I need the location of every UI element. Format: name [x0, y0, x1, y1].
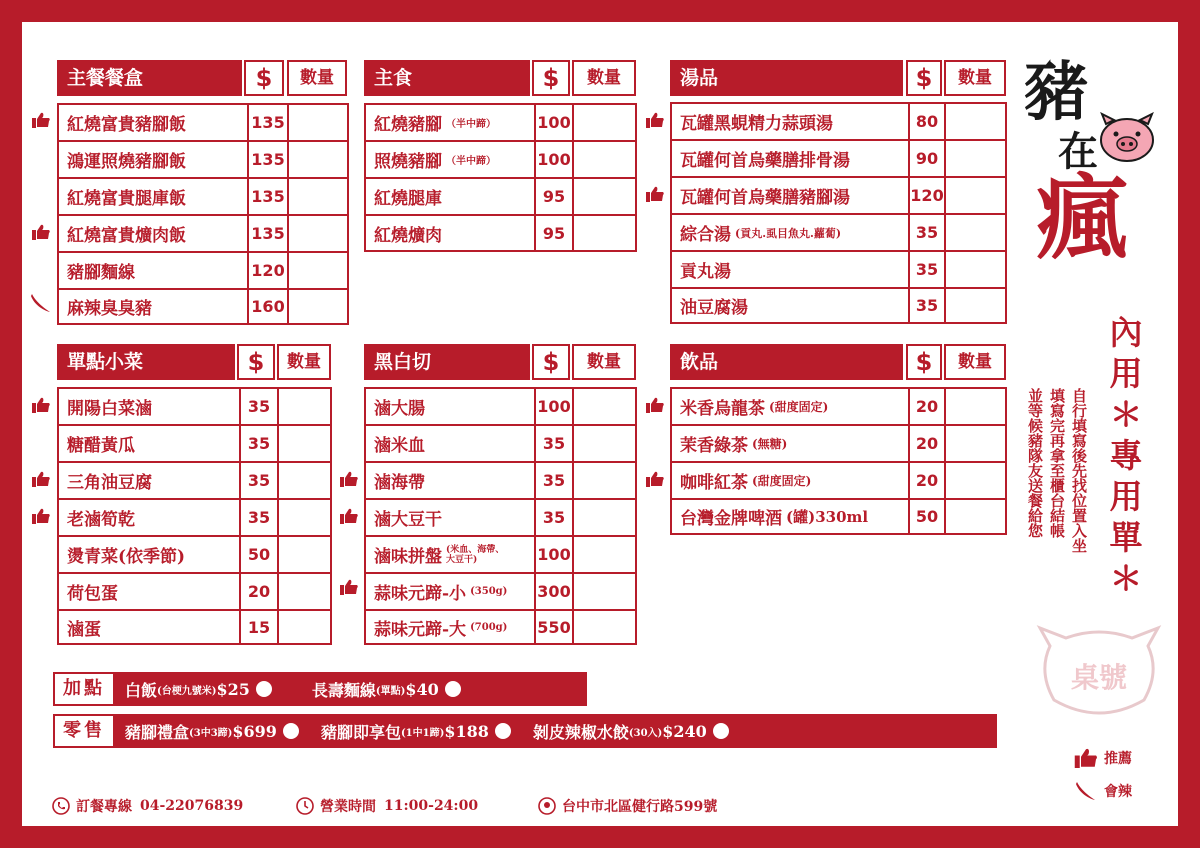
menu-row [672, 252, 1005, 289]
menu-row [366, 463, 635, 500]
quantity-input[interactable] [572, 611, 635, 643]
item-price: 35 [239, 500, 277, 535]
clock-icon [296, 797, 314, 815]
quantity-input[interactable] [287, 216, 347, 251]
menu-row [59, 142, 347, 179]
item-price: 95 [534, 179, 572, 214]
item-name: 咖啡紅茶 (甜度固定) [680, 473, 812, 493]
price-header: $ [906, 344, 942, 380]
item-name: 瓦罐黑蜆精力蒜頭湯 [680, 114, 833, 134]
brand-char-3: 瘋 [1036, 164, 1129, 272]
item-name: 照燒豬腳 （半中蹄） [374, 152, 496, 172]
thumbs-up-icon [1074, 748, 1098, 768]
section-title: 飲品 [670, 344, 903, 380]
item-price: 300 [534, 574, 572, 609]
menu-row [59, 611, 330, 643]
item-name: 紅燒爌肉 [374, 225, 442, 246]
item-name: 瓦罐何首烏藥膳豬腳湯 [680, 188, 850, 208]
quantity-input[interactable] [287, 179, 347, 214]
section-title: 主食 [364, 60, 530, 96]
menu-row [672, 141, 1005, 178]
menu-row [366, 216, 635, 250]
item-price: 35 [534, 426, 572, 461]
quantity-input[interactable] [572, 389, 635, 424]
checkbox-circle[interactable] [495, 723, 511, 739]
menu-row [366, 500, 635, 537]
thumbs-up-icon [646, 397, 664, 413]
price-header: $ [237, 344, 275, 380]
item-price: 120 [247, 253, 287, 288]
pig-mascot-icon [1096, 112, 1158, 164]
thumbs-up-icon [32, 508, 50, 524]
quantity-input[interactable] [572, 105, 635, 140]
menu-row [366, 611, 635, 643]
quantity-input[interactable] [944, 178, 1005, 213]
menu-row [366, 105, 635, 142]
item-price: 80 [908, 104, 944, 139]
brand-logo [1018, 55, 1168, 278]
quantity-input[interactable] [277, 611, 330, 643]
item-name: 貢丸湯 [680, 262, 731, 282]
item-price: 35 [908, 252, 944, 287]
quantity-input[interactable] [944, 389, 1005, 424]
item-name: 油豆腐湯 [680, 298, 748, 318]
item-name: 滷蛋 [67, 619, 101, 640]
brand-char-2: 在 [1058, 128, 1098, 175]
item-name: 滷米血 [374, 436, 425, 456]
item-name: 紅燒富貴爌肉飯 [67, 226, 186, 246]
quantity-input[interactable] [944, 104, 1005, 139]
chili-icon [1074, 780, 1098, 802]
item-price: 160 [247, 290, 287, 323]
instruction-line: 填寫完再拿至櫃台結帳 [1048, 388, 1066, 538]
quantity-input[interactable] [572, 537, 635, 572]
price-header: $ [244, 60, 284, 96]
quantity-input[interactable] [277, 574, 330, 609]
section-title: 單點小菜 [57, 344, 235, 380]
quantity-input[interactable] [944, 215, 1005, 250]
item-name: 老滷筍乾 [67, 510, 135, 530]
thumbs-up-icon [340, 508, 358, 524]
quantity-header: 數量 [572, 60, 636, 96]
item-name: 紅燒豬腳 （半中蹄） [374, 115, 496, 135]
addon-label: 加點 [55, 674, 113, 704]
quantity-input[interactable] [572, 179, 635, 214]
quantity-input[interactable] [944, 500, 1005, 533]
item-price: 35 [239, 389, 277, 424]
thumbs-up-icon [32, 112, 50, 128]
item-name: 紅燒富貴腿庫飯 [67, 189, 186, 209]
price-header: $ [906, 60, 942, 96]
thumbs-up-icon [646, 112, 664, 128]
item-price: 100 [534, 389, 572, 424]
item-price: 50 [908, 500, 944, 533]
section-title: 湯品 [670, 60, 903, 96]
thumbs-up-icon [32, 471, 50, 487]
quantity-input[interactable] [572, 463, 635, 498]
quantity-header: 數量 [287, 60, 347, 96]
quantity-input[interactable] [944, 289, 1005, 322]
quantity-header: 數量 [572, 344, 636, 380]
item-name: 紅燒腿庫 [374, 189, 442, 209]
retail-item[interactable]: 豬腳即享包 (1中1蹄) $188 [321, 720, 511, 743]
footer-address [538, 796, 717, 816]
item-price: 35 [239, 463, 277, 498]
item-name: 茉香綠茶 (無糖) [680, 436, 788, 456]
hours-label: 營業時間 [320, 799, 376, 815]
menu-row [672, 389, 1005, 426]
item-name: 滷味拼盤 (米血、海帶、大豆干) [374, 544, 505, 567]
menu-row [59, 537, 330, 574]
item-name: 蒜味元蹄-大 (700g) [374, 619, 508, 640]
menu-row [672, 289, 1005, 322]
thumbs-up-icon [646, 186, 664, 202]
item-name: 開陽白菜滷 [67, 399, 152, 419]
quantity-header: 數量 [944, 60, 1006, 96]
item-name: 綜合湯 (貢丸.虱目魚丸.蘿蔔) [680, 225, 842, 245]
checkbox-circle[interactable] [713, 723, 729, 739]
instructions [1024, 388, 1090, 588]
hours-value: 11:00-24:00 [384, 798, 479, 814]
retail-item[interactable]: 豬腳禮盒 (3中3蹄) $699 [125, 720, 299, 743]
item-name: 瓦罐何首烏藥膳排骨湯 [680, 151, 850, 171]
footer-phone [52, 796, 243, 816]
instruction-line: 自行填寫後先找位置入坐 [1070, 388, 1088, 553]
quantity-input[interactable] [287, 142, 347, 177]
quantity-input[interactable] [277, 537, 330, 572]
item-price: 100 [534, 142, 572, 177]
item-price: 35 [908, 215, 944, 250]
table-number-box[interactable] [1036, 622, 1162, 722]
item-name: 燙青菜(依季節) [67, 547, 186, 567]
item-name: 台灣金牌啤酒 (罐)330ml [680, 508, 869, 529]
menu-row [672, 215, 1005, 252]
item-price: 35 [908, 289, 944, 322]
section-title: 黑白切 [364, 344, 530, 380]
legend-recommend-label: 推薦 [1104, 751, 1132, 767]
table-number-label: 桌號 [1070, 661, 1127, 694]
quantity-header: 數量 [277, 344, 331, 380]
item-price: 90 [908, 141, 944, 176]
item-name: 滷海帶 [374, 473, 425, 493]
item-price: 100 [534, 105, 572, 140]
menu-row [59, 290, 347, 323]
quantity-input[interactable] [287, 253, 347, 288]
item-price: 20 [239, 574, 277, 609]
legend-spicy [1074, 780, 1132, 802]
checkbox-circle[interactable] [256, 681, 272, 697]
quantity-input[interactable] [572, 426, 635, 461]
quantity-input[interactable] [277, 426, 330, 461]
quantity-input[interactable] [277, 463, 330, 498]
quantity-input[interactable] [287, 105, 347, 140]
item-price: 135 [247, 105, 287, 140]
price-header: $ [532, 344, 570, 380]
thumbs-up-icon [32, 397, 50, 413]
checkbox-circle[interactable] [283, 723, 299, 739]
menu-row [366, 142, 635, 179]
item-price: 35 [534, 463, 572, 498]
quantity-input[interactable] [287, 290, 347, 323]
menu-row [672, 500, 1005, 533]
thumbs-up-icon [340, 579, 358, 595]
item-name: 豬腳麵線 [67, 263, 135, 283]
retail-bar [53, 714, 997, 748]
item-name: 糖醋黃瓜 [67, 436, 135, 456]
addon-bar [53, 672, 587, 706]
menu-row [672, 426, 1005, 463]
menu-row [366, 537, 635, 574]
item-price: 135 [247, 216, 287, 251]
price-header: $ [532, 60, 570, 96]
addon-item[interactable]: 白飯 (台梗九號米) $25 [125, 678, 272, 701]
footer-hours [296, 796, 478, 816]
menu-row [59, 216, 347, 253]
item-name: 三角油豆腐 [67, 473, 152, 493]
item-price: 135 [247, 142, 287, 177]
item-price: 20 [908, 463, 944, 498]
menu-row [366, 389, 635, 426]
menu-row [672, 463, 1005, 500]
item-price: 100 [534, 537, 572, 572]
item-name: 蒜味元蹄-小 (350g) [374, 584, 508, 604]
item-price: 35 [534, 500, 572, 535]
item-price: 50 [239, 537, 277, 572]
address-value: 台中市北區健行路599號 [562, 799, 718, 815]
thumbs-up-icon [32, 224, 50, 240]
legend-recommend [1074, 748, 1132, 768]
item-name: 荷包蛋 [67, 584, 118, 604]
menu-row [672, 178, 1005, 215]
thumbs-up-icon [646, 471, 664, 487]
item-name: 滷大腸 [374, 399, 425, 419]
dine-in-title: 內用＊專用單＊ [1109, 313, 1143, 598]
quantity-input[interactable] [572, 574, 635, 609]
menu-row [59, 389, 330, 426]
location-pin-icon [538, 797, 556, 815]
retail-item[interactable]: 剝皮辣椒水餃 (30入) $240 [533, 720, 729, 743]
quantity-input[interactable] [572, 500, 635, 535]
item-name: 滷大豆干 [374, 510, 442, 530]
item-price: 20 [908, 389, 944, 424]
legend-spicy-label: 會辣 [1104, 784, 1132, 800]
phone-icon [52, 797, 70, 815]
phone-label: 訂餐專線 [76, 799, 132, 815]
item-price: 120 [908, 178, 944, 213]
instruction-line: 並等候豬隊友送餐給您 [1026, 388, 1044, 538]
menu-row [366, 574, 635, 611]
item-price: 35 [239, 426, 277, 461]
item-price: 95 [534, 216, 572, 250]
quantity-input[interactable] [572, 142, 635, 177]
quantity-input[interactable] [277, 389, 330, 424]
quantity-header: 數量 [944, 344, 1006, 380]
retail-label: 零售 [55, 716, 113, 746]
addon-item[interactable]: 長壽麵線 (單點) $40 [312, 678, 461, 701]
checkbox-circle[interactable] [445, 681, 461, 697]
menu-row [366, 426, 635, 463]
item-price: 20 [908, 426, 944, 461]
menu-row [59, 500, 330, 537]
quantity-input[interactable] [944, 463, 1005, 498]
item-name: 紅燒富貴豬腳飯 [67, 115, 186, 135]
chili-icon [30, 292, 52, 314]
item-price: 135 [247, 179, 287, 214]
section-title: 主餐餐盒 [57, 60, 242, 96]
item-name: 麻辣臭臭豬 [67, 299, 152, 319]
brand-char-1: 豬 [1024, 55, 1088, 130]
phone-number: 04-22076839 [140, 798, 244, 814]
quantity-input[interactable] [944, 426, 1005, 461]
quantity-input[interactable] [944, 252, 1005, 287]
item-price: 550 [534, 611, 572, 643]
thumbs-up-icon [340, 471, 358, 487]
menu-row [59, 463, 330, 500]
menu-row [59, 253, 347, 290]
menu-row [672, 104, 1005, 141]
menu-row [59, 179, 347, 216]
menu-row [59, 426, 330, 463]
quantity-input[interactable] [277, 500, 330, 535]
menu-row [59, 574, 330, 611]
menu-row [59, 105, 347, 142]
quantity-input[interactable] [572, 216, 635, 250]
item-price: 15 [239, 611, 277, 643]
item-name: 鴻運照燒豬腳飯 [67, 152, 186, 172]
item-name: 米香烏龍茶 (甜度固定) [680, 399, 829, 419]
menu-row [366, 179, 635, 216]
quantity-input[interactable] [944, 141, 1005, 176]
